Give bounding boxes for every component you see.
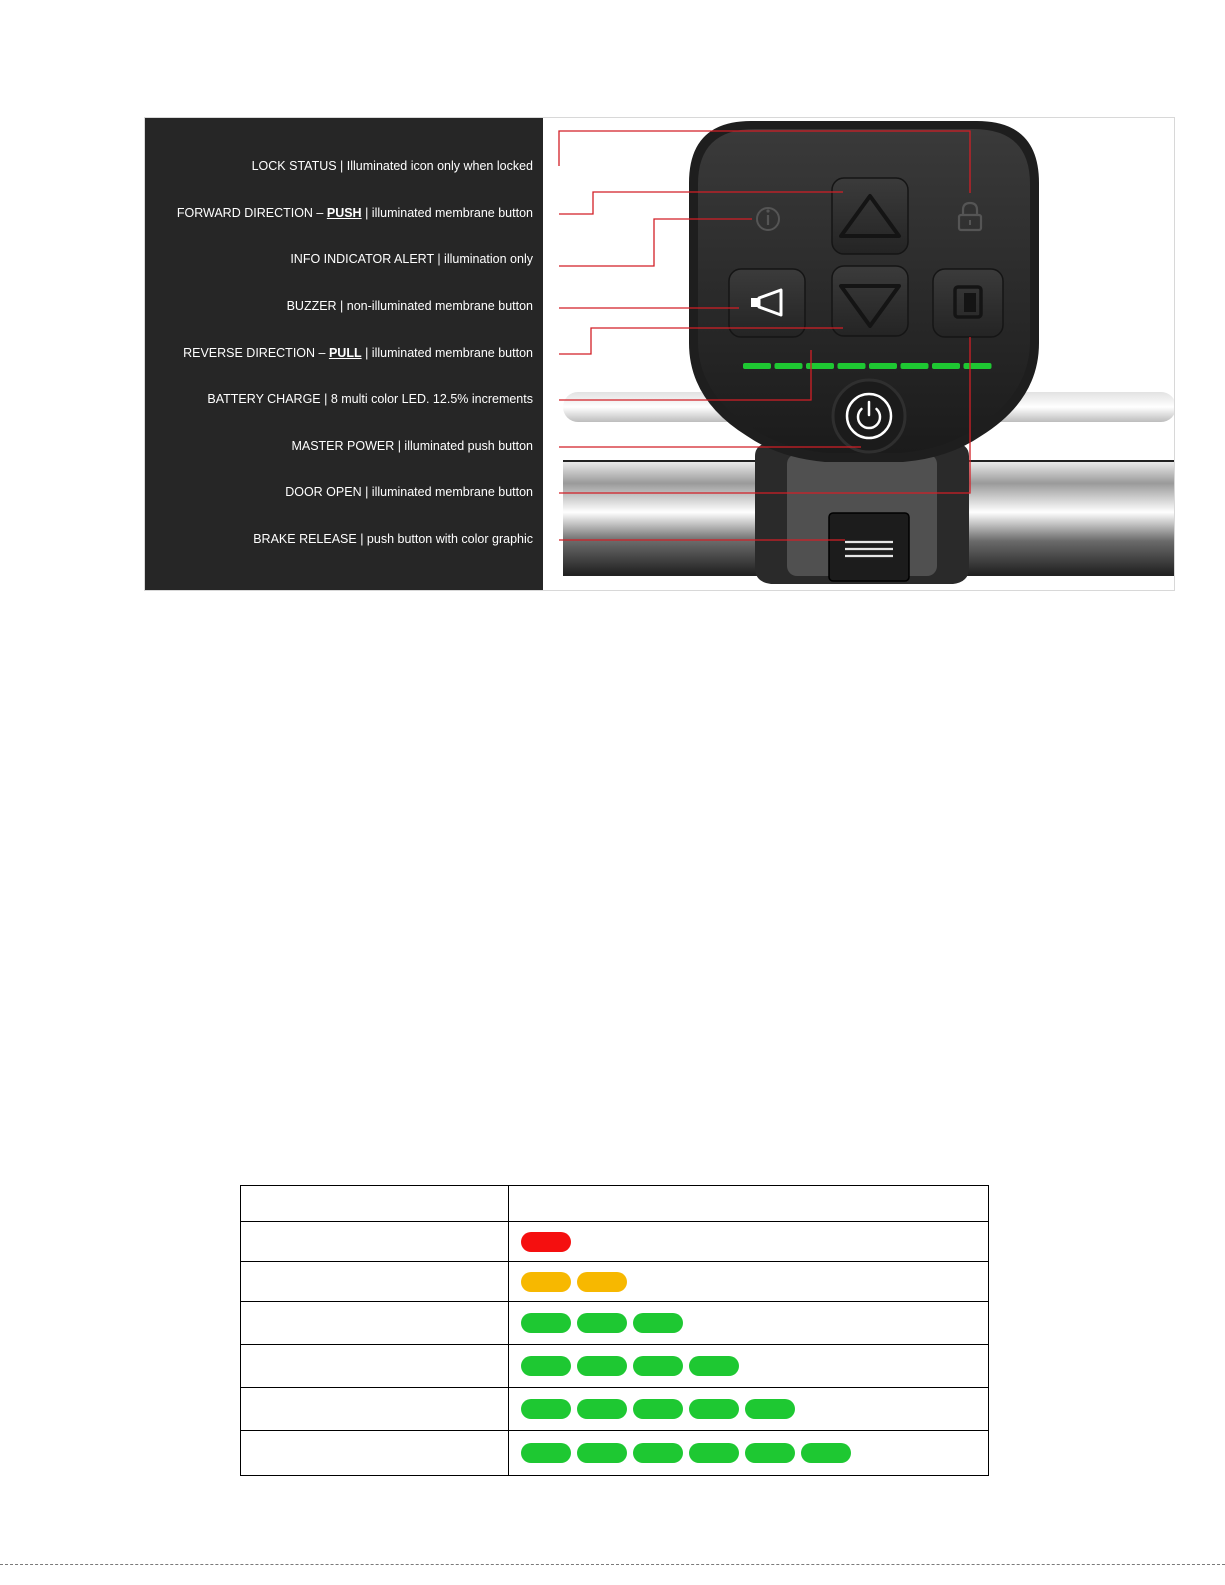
callout-text: INFO INDICATOR ALERT | illumination only: [290, 252, 533, 266]
led-indicator: [633, 1313, 683, 1333]
callout-label: [207, 391, 533, 407]
callout-label: [291, 438, 533, 454]
table-cell-leds: [509, 1345, 989, 1388]
table-cell-label: [241, 1345, 509, 1388]
battery-led: [775, 363, 803, 369]
table-row: [241, 1345, 989, 1388]
table-cell-label: [241, 1431, 509, 1476]
led-indicator: [689, 1399, 739, 1419]
led-indicator: [577, 1313, 627, 1333]
callout-label: [183, 345, 533, 361]
led-indicator: [633, 1356, 683, 1376]
callout-text: MASTER POWER | illuminated push button: [291, 439, 533, 453]
led-indicator: [521, 1272, 571, 1292]
led-indicator: [689, 1356, 739, 1376]
callout-text: BRAKE RELEASE | push button with color graphic: [253, 532, 533, 546]
table-cell-leds: [509, 1302, 989, 1345]
led-indicator: [633, 1443, 683, 1463]
table-row: [241, 1431, 989, 1476]
callout-label: [290, 251, 533, 267]
table-row: [241, 1388, 989, 1431]
battery-led-table: [240, 1185, 989, 1476]
callout-text: | illuminated membrane button: [361, 346, 533, 360]
led-indicator: [801, 1443, 851, 1463]
led-indicator: [521, 1313, 571, 1333]
table-header-row: [241, 1186, 989, 1222]
led-indicator: [577, 1399, 627, 1419]
led-indicator: [689, 1443, 739, 1463]
table-cell-label: [241, 1262, 509, 1302]
led-indicator: [577, 1272, 627, 1292]
callout-emphasis: PUSH: [326, 206, 362, 220]
table-row: [241, 1302, 989, 1345]
callout-emphasis: PULL: [328, 346, 362, 360]
table-cell-leds: [509, 1222, 989, 1262]
led-indicator: [745, 1443, 795, 1463]
controller-device-illustration: [543, 118, 1175, 591]
battery-led: [838, 363, 866, 369]
callout-text: BATTERY CHARGE | 8 multi color LED. 12.5% increments: [207, 392, 533, 406]
table-cell-label: [241, 1186, 509, 1222]
forward-button[interactable]: [832, 178, 908, 254]
callout-label: [177, 205, 533, 221]
callout-label: [252, 158, 533, 174]
table-cell-leds: [509, 1388, 989, 1431]
buzzer-button[interactable]: [729, 269, 805, 337]
callout-label: [253, 531, 533, 547]
callout-text: | illuminated membrane button: [361, 206, 533, 220]
table-cell-leds: [509, 1431, 989, 1476]
brake-release-button[interactable]: [829, 513, 909, 581]
callout-text: FORWARD DIRECTION –: [176, 206, 327, 220]
battery-led: [901, 363, 929, 369]
battery-led: [743, 363, 771, 369]
led-indicator: [521, 1356, 571, 1376]
callout-label-panel: [145, 118, 543, 590]
callout-text: REVERSE DIRECTION –: [183, 346, 329, 360]
table-row: [241, 1262, 989, 1302]
led-indicator: [577, 1356, 627, 1376]
table-cell-label: [241, 1388, 509, 1431]
page-footer-rule: [0, 1564, 1225, 1565]
led-indicator: [521, 1399, 571, 1419]
led-indicator: [633, 1399, 683, 1419]
battery-led: [964, 363, 992, 369]
led-indicator: [745, 1399, 795, 1419]
battery-led: [806, 363, 834, 369]
battery-led: [932, 363, 960, 369]
led-indicator: [521, 1443, 571, 1463]
table-row: [241, 1222, 989, 1262]
callout-text: DOOR OPEN | illuminated membrane button: [285, 485, 533, 499]
callout-label: [285, 484, 533, 500]
table-cell-leds: [509, 1186, 989, 1222]
table-cell-leds: [509, 1262, 989, 1302]
callout-text: BUZZER | non-illuminated membrane button: [286, 299, 533, 313]
controller-diagram: [144, 117, 1175, 591]
led-indicator: [521, 1232, 571, 1252]
led-indicator: [577, 1443, 627, 1463]
callout-text: LOCK STATUS | Illuminated icon only when locked: [251, 159, 533, 173]
battery-led: [869, 363, 897, 369]
callout-label: [287, 298, 533, 314]
table-cell-label: [241, 1302, 509, 1345]
table-cell-label: [241, 1222, 509, 1262]
